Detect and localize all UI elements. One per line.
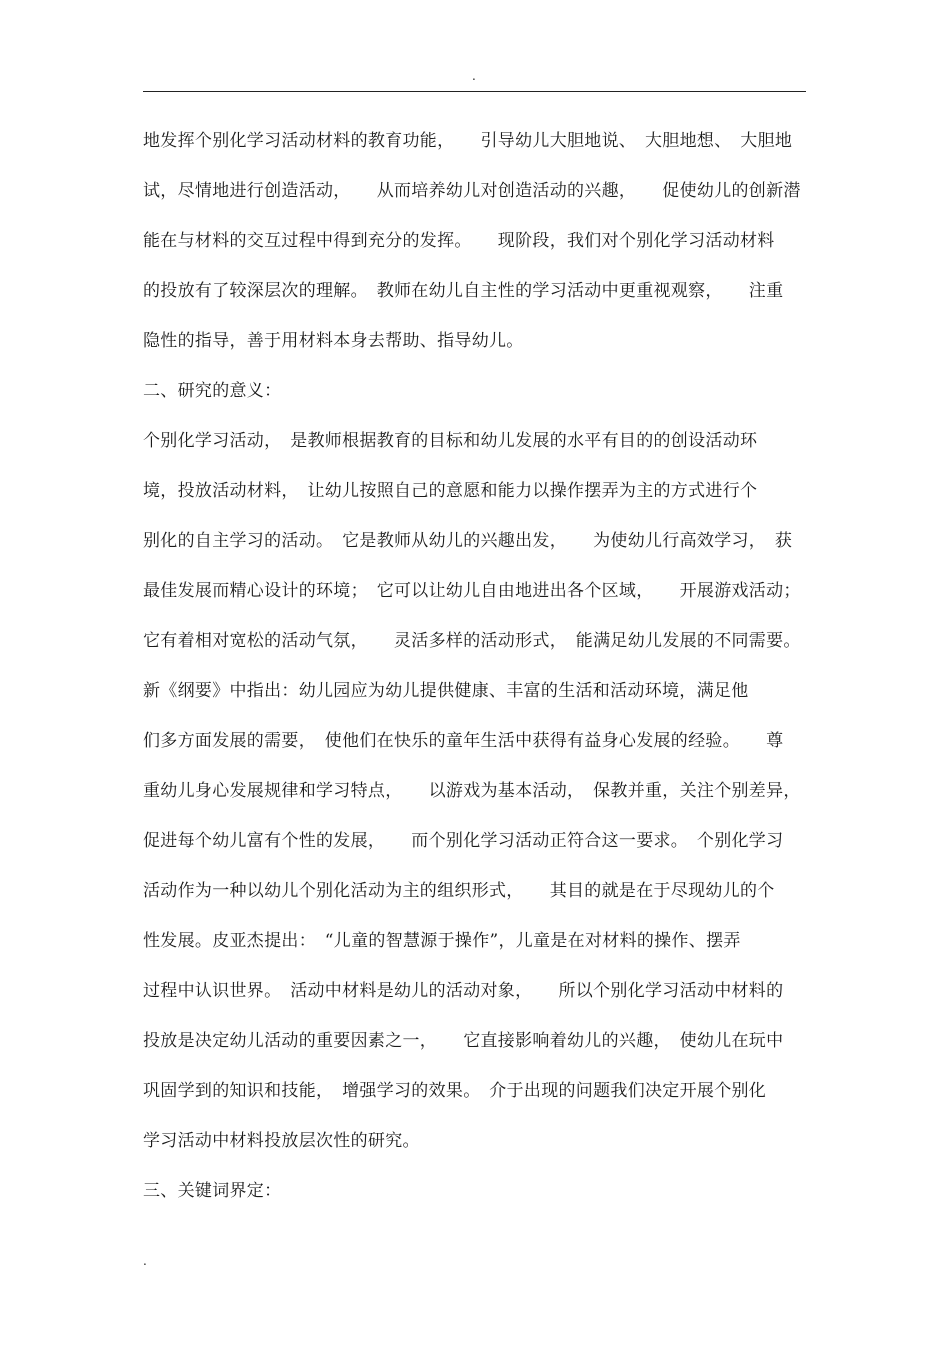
paragraph-line: 最佳发展而精心设计的环境； 它可以让幼儿自由地进出各个区域， 开展游戏活动； (143, 581, 801, 601)
paragraph-line: 境，投放活动材料， 让幼儿按照自己的意愿和能力以操作摆弄为主的方式进行个 (143, 481, 758, 501)
paragraph-line: 试，尽情地进行创造活动， 从而培养幼儿对创造活动的兴趣， 促使幼儿的创新潜 (143, 181, 801, 201)
header-mark: . (472, 69, 476, 83)
paragraph-line: 别化的自主学习的活动。 它是教师从幼儿的兴趣出发， 为使幼儿行高效学习， 获 (143, 531, 793, 551)
paragraph-line: 能在与材料的交互过程中得到充分的发挥。 现阶段，我们对个别化学习活动材料 (143, 231, 775, 251)
paragraph-line: 促进每个幼儿富有个性的发展， 而个别化学习活动正符合这一要求。 个别化学习 (143, 831, 784, 851)
paragraph-line: 它有着相对宽松的活动气氛， 灵活多样的活动形式， 能满足幼儿发展的不同需要。 (143, 631, 801, 651)
paragraph-line: 学习活动中材料投放层次性的研究。 (143, 1131, 420, 1151)
paragraph-line: 新《纲要》中指出：幼儿园应为幼儿提供健康、丰富的生活和活动环境，满足他 (143, 681, 749, 701)
footer-mark: . (143, 1254, 147, 1268)
paragraph-line: 隐性的指导，善于用材料本身去帮助、指导幼儿。 (143, 331, 524, 351)
paragraph-line: 重幼儿身心发展规律和学习特点， 以游戏为基本活动， 保教并重，关注个别差异， (143, 781, 801, 801)
paragraph-line: 们多方面发展的需要， 使他们在快乐的童年生活中获得有益身心发展的经验。 尊 (143, 731, 784, 751)
paragraph-line: 投放是决定幼儿活动的重要因素之一， 它直接影响着幼儿的兴趣， 使幼儿在玩中 (143, 1031, 784, 1051)
paragraph-line: 性发展。皮亚杰提出： “儿童的智慧源于操作”，儿童是在对材料的操作、摆弄 (143, 931, 741, 951)
paragraph-line: 地发挥个别化学习活动材料的教育功能， 引导幼儿大胆地说、 大胆地想、 大胆地 (143, 131, 793, 151)
paragraph-line: 活动作为一种以幼儿个别化活动为主的组织形式， 其目的就是在于尽现幼儿的个 (143, 881, 775, 901)
paragraph-line: 过程中认识世界。 活动中材料是幼儿的活动对象， 所以个别化学习活动中材料的 (143, 981, 784, 1001)
header-rule (143, 91, 806, 92)
section-heading: 二、研究的意义： (143, 381, 282, 401)
paragraph-line: 的投放有了较深层次的理解。 教师在幼儿自主性的学习活动中更重视观察， 注重 (143, 281, 784, 301)
paragraph-line: 巩固学到的知识和技能， 增强学习的效果。 介于出现的问题我们决定开展个别化 (143, 1081, 767, 1101)
paragraph-line: 个别化学习活动， 是教师根据教育的目标和幼儿发展的水平有目的的创设活动环 (143, 431, 758, 451)
section-heading: 三、关键词界定： (143, 1181, 282, 1201)
